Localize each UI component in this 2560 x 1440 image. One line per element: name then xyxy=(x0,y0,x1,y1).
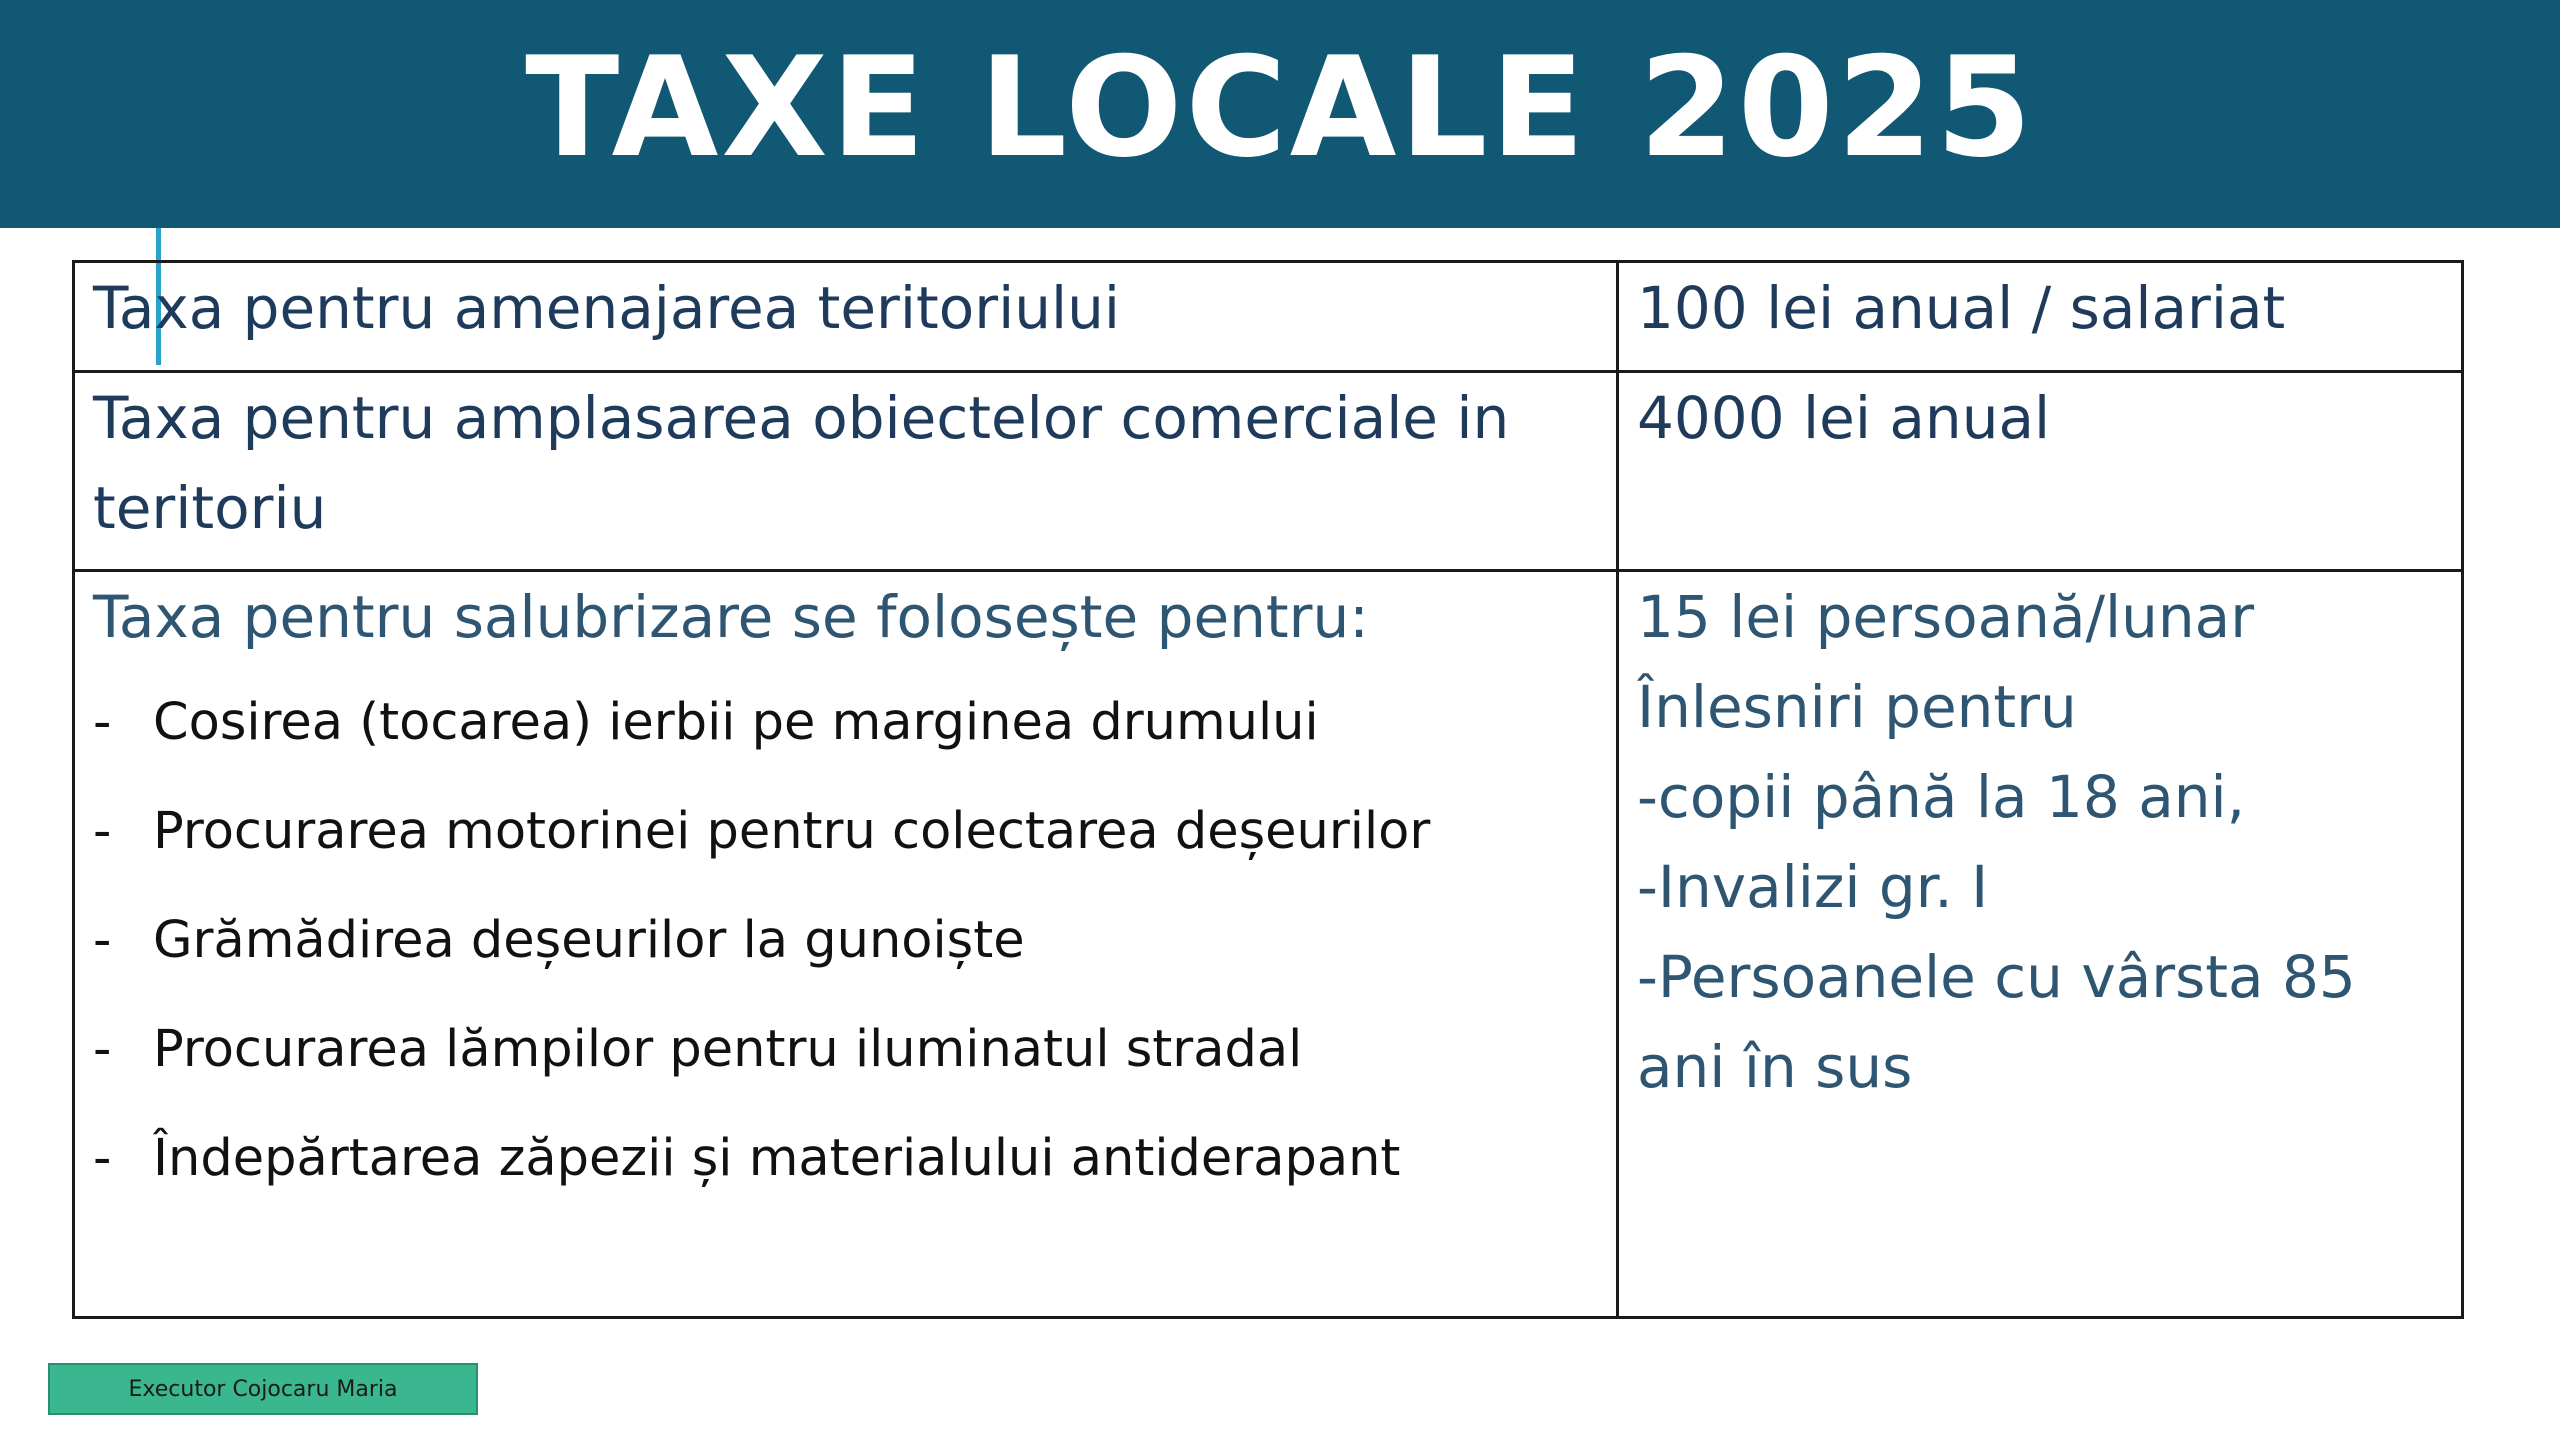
dash-marker: - xyxy=(93,911,112,970)
executor-badge xyxy=(48,1363,478,1415)
exemption-item: -Persoanele cu vârsta 85 ani în sus xyxy=(1637,943,2356,1101)
dash-marker: - xyxy=(93,693,112,752)
table-row xyxy=(74,372,2463,571)
tax-table xyxy=(72,260,2464,1319)
tax-amount: 15 lei persoană/lunar xyxy=(1637,583,2255,651)
dash-marker: - xyxy=(93,1020,112,1079)
page-title: TAXE LOCALE 2025 xyxy=(525,27,2035,188)
list-item-text: Îndepărtarea zăpezii și materialului antiderapant xyxy=(153,1129,1401,1188)
list-item-text: Grămădirea deșeurilor la gunoiște xyxy=(153,911,1025,970)
tax-name-cell xyxy=(74,372,1618,571)
tax-name: Taxa pentru amplasarea obiectelor comerciale in teritoriu xyxy=(93,384,1510,542)
tax-name: Taxa pentru amenajarea teritoriului xyxy=(93,274,1120,342)
tax-amount-cell xyxy=(1618,262,2463,372)
list-item xyxy=(93,886,1598,995)
table-row xyxy=(74,571,2463,1318)
usage-list xyxy=(93,668,1598,1213)
tax-amount: 100 lei anual / salariat xyxy=(1637,274,2286,342)
list-item xyxy=(93,995,1598,1104)
tax-amount-cell xyxy=(1618,372,2463,571)
tax-amount-cell xyxy=(1618,571,2463,1318)
list-item xyxy=(93,1104,1598,1213)
tax-name-cell xyxy=(74,571,1618,1318)
dash-marker: - xyxy=(93,802,112,861)
dash-marker: - xyxy=(93,1129,112,1188)
list-item-text: Cosirea (tocarea) ierbii pe marginea drumului xyxy=(153,693,1319,752)
table-row xyxy=(74,262,2463,372)
tax-amount: 4000 lei anual xyxy=(1637,384,2051,452)
title-banner xyxy=(0,0,2560,228)
tax-name-cell xyxy=(74,262,1618,372)
list-item-text: Procurarea lămpilor pentru iluminatul stradal xyxy=(153,1020,1303,1079)
list-item xyxy=(93,777,1598,886)
exemptions-block xyxy=(1637,572,2443,1112)
exemption-item: -Invalizi gr. I xyxy=(1637,853,1989,921)
list-item-text: Procurarea motorinei pentru colectarea deșeurilor xyxy=(153,802,1431,861)
exemption-item: -copii până la 18 ani, xyxy=(1637,763,2246,831)
tax-name: Taxa pentru salubrizare se folosește pentru: xyxy=(93,583,1369,651)
executor-label: Executor Cojocaru Maria xyxy=(128,1376,398,1402)
exemptions-heading: Înlesniri pentru xyxy=(1637,673,2077,741)
list-item xyxy=(93,668,1598,777)
